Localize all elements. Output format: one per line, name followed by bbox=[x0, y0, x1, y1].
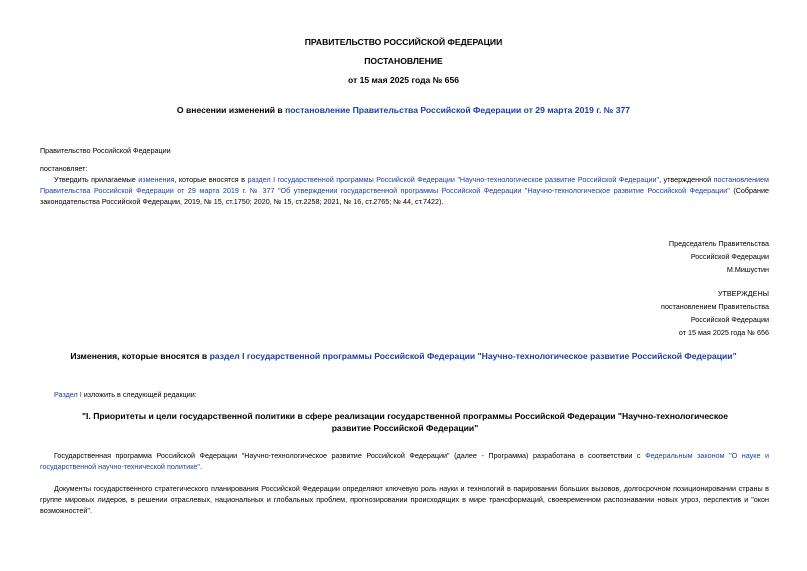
changes-link[interactable]: изменения bbox=[138, 175, 175, 184]
approved-block bbox=[469, 287, 769, 339]
p2-text-b: . bbox=[199, 461, 202, 471]
approved-line-1: постановлением Правительства bbox=[661, 302, 769, 311]
signature-block bbox=[469, 237, 769, 276]
doc-title bbox=[0, 105, 807, 115]
p2-text-a: Государственная программа Российской Федерации "Научно-технологическое развитие Российской Федерации" (далее - Программа) разработана в соответствии с bbox=[54, 451, 646, 460]
changes-title-prefix: Изменения, которые вносятся в bbox=[70, 351, 210, 361]
instruction-text bbox=[40, 390, 769, 401]
paragraph-approve bbox=[40, 175, 769, 208]
section-i-program-link[interactable]: раздел I государственной программы Российской Федерации "Научно-технологическое развитие Российской Федерации" bbox=[247, 175, 660, 184]
section-i-link[interactable]: Раздел I bbox=[54, 390, 82, 399]
approved-line-3: от 15 мая 2025 года № 656 bbox=[678, 328, 769, 337]
decides-text: постановляет: bbox=[40, 164, 88, 173]
changes-section-link[interactable]: раздел I государственной программы Российской Федерации "Научно-технологическое развитие Российской Федерации" bbox=[209, 351, 737, 361]
paragraph-strategy: Документы государственного стратегического планирования Российской Федерации определяют ключевую роль науки и технологий в парировании больших вызовов, долгосрочном позиционировании страны в группе мировых лидеров, в решении отраслевых, национальных и глобальных проблем, прогнозировании происходящих в мире трансформаций, своевременном распознавании новых угроз, перспектив и "окон возможностей". bbox=[40, 484, 769, 515]
issuer-text: Правительство Российской Федерации bbox=[40, 146, 171, 155]
signature-line-2: Российской Федерации bbox=[690, 252, 769, 261]
resolution-377-link[interactable]: постановлением Правительства Российской Федерации от 29 марта 2019 г. № 377 "Об утверждении государственной программы Российской Федерации "Научно-технологическое развитие Российской Федерации" bbox=[40, 175, 769, 195]
amended-resolution-link[interactable]: постановление Правительства Российской Федерации от 29 марта 2019 г. № 377 bbox=[285, 105, 631, 115]
science-law-link[interactable]: Федеральным законом "О науке и государственной научно-технической политике" bbox=[40, 451, 769, 471]
p1-text-a: Утвердить прилагаемые bbox=[54, 175, 139, 184]
changes-title bbox=[0, 351, 807, 361]
signature-line-1: Председатель Правительства bbox=[668, 239, 769, 248]
paragraph-program bbox=[40, 451, 769, 473]
approved-label: УТВЕРЖДЕНЫ bbox=[717, 289, 769, 298]
approved-line-2: Российской Федерации bbox=[690, 315, 769, 324]
p1-text-b: , которые вносятся в bbox=[174, 175, 248, 184]
org-heading: ПРАВИТЕЛЬСТВО РОССИЙСКОЙ ФЕДЕРАЦИИ bbox=[304, 37, 503, 47]
doc-date: от 15 мая 2025 года № 656 bbox=[347, 75, 460, 85]
doc-type-heading: ПОСТАНОВЛЕНИЕ bbox=[364, 56, 443, 66]
doc-title-prefix: О внесении изменений в bbox=[176, 105, 286, 115]
p1-text-c: , утвержденной bbox=[659, 175, 714, 184]
signature-name: М.Мишустин bbox=[726, 265, 769, 274]
p1-text-d: (Собрание законодательства Российской Федерации, 2019, № 15, ст.1750; 2020, № 15, ст.2258; 2021, № 16, ст.2765; № 44, ст.7422). bbox=[40, 185, 769, 206]
section-title: "I. Приоритеты и цели государственной политики в сфере реализации государственной программы Российской Федерации "Научно-технологическое развитие Российской Федерации" bbox=[81, 411, 729, 433]
instruction-rest: изложить в следующей редакции: bbox=[81, 390, 197, 399]
